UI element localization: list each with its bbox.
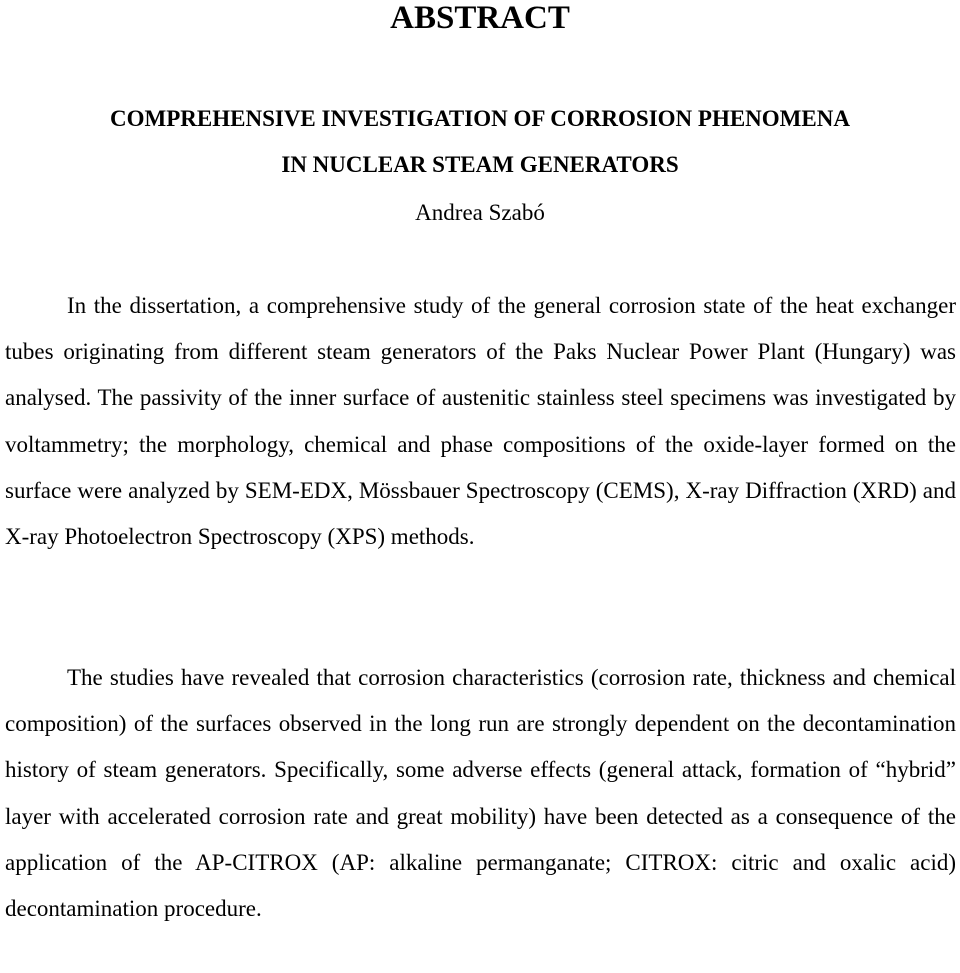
title-line-2: IN NUCLEAR STEAM GENERATORS — [281, 152, 679, 177]
title-line-1: COMPREHENSIVE INVESTIGATION OF CORROSION PHENOMENA — [110, 106, 850, 131]
abstract-paragraph-2: The studies have revealed that corrosion characteristics (corrosion rate, thickness and chemical composition) of the surfaces observed in the long run are strongly dependent on the decontamination history of steam generators. Specifically, some adverse effects (general attack, formation of “hybrid” layer with accelerated corrosion rate and great mobility) have been detected as a consequence of the application of the AP-CITROX (AP: alkaline permanganate; CITROX: citric and oxalic acid) decontamination procedure. — [5, 665, 956, 922]
author-name: Andrea Szabó — [415, 200, 545, 225]
abstract-paragraph-1: In the dissertation, a comprehensive study of the general corrosion state of the heat exchanger tubes originating from different steam generators of the Paks Nuclear Power Plant (Hungary) was analysed. The passivity of the inner surface of austenitic stainless steel specimens was investigated by voltammetry; the morphology, chemical and phase compositions of the oxide-layer formed on the surface were analyzed by SEM-EDX, Mössbauer Spectroscopy (CEMS), X-ray Diffraction (XRD) and X-ray Photoelectron Spectroscopy (XPS) methods. — [5, 293, 956, 550]
abstract-heading: ABSTRACT — [390, 0, 570, 36]
